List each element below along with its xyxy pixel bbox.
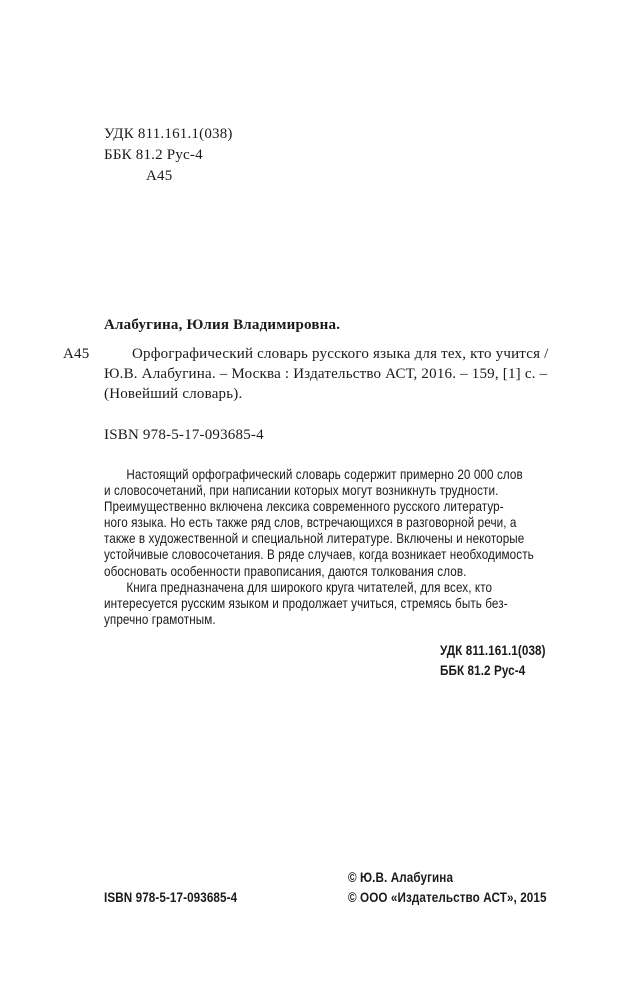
udk-code-bold: УДК 811.161.1(038) [440, 643, 546, 658]
annotation-line: интересуется русским языком и продолжает учиться, стремясь быть без- [104, 595, 508, 611]
author-heading: Алабугина, Юлия Владимировна. [104, 317, 341, 333]
annotation-line: обосновать особенности правописания, даются толкования слов. [104, 563, 467, 579]
annotation-line: Преимущественно включена лексика современного русского литератур- [104, 499, 504, 515]
record-description-line-3: (Новейший словарь). [104, 386, 243, 402]
isbn-record: ISBN 978-5-17-093685-4 [104, 427, 264, 443]
annotation-line: ного языка. Но есть также ряд слов, встречающихся в разговорной речи, а [104, 515, 517, 531]
annotation [104, 467, 604, 628]
annotation-line: Книга предназначена для широкого круга читателей, для всех, кто [126, 579, 493, 595]
copyright-author: © Ю.В. Алабугина [348, 870, 454, 885]
isbn-footer: ISBN 978-5-17-093685-4 [104, 890, 238, 905]
annotation-line: Настоящий орфографический словарь содержит примерно 20 000 слов [126, 467, 523, 482]
author-mark: А45 [146, 168, 173, 184]
record-description-line-2: Ю.В. Алабугина. – Москва : Издательство АСТ, 2016. – 159, [1] с. – [104, 366, 548, 382]
udk-code: УДК 811.161.1(038) [104, 126, 233, 142]
record-description-line-1: Орфографический словарь русского языка для тех, кто учится / [132, 346, 549, 362]
record-author-mark: А45 [63, 346, 90, 362]
annotation-line: упречно грамотным. [104, 611, 216, 627]
annotation-line: также в художественной и специальной литературе. Включены и некоторые [104, 531, 525, 547]
bbk-code-bold: ББК 81.2 Рус-4 [440, 663, 526, 678]
annotation-line: устойчивые словосочетания. В ряде случаев, когда возникает необходимость [104, 547, 534, 563]
bbk-code: ББК 81.2 Рус-4 [104, 147, 203, 163]
annotation-line: и словосочетаний, при написании которых могут возникнуть трудности. [104, 483, 499, 499]
copyright-publisher: © ООО «Издательство АСТ», 2015 [348, 890, 547, 905]
